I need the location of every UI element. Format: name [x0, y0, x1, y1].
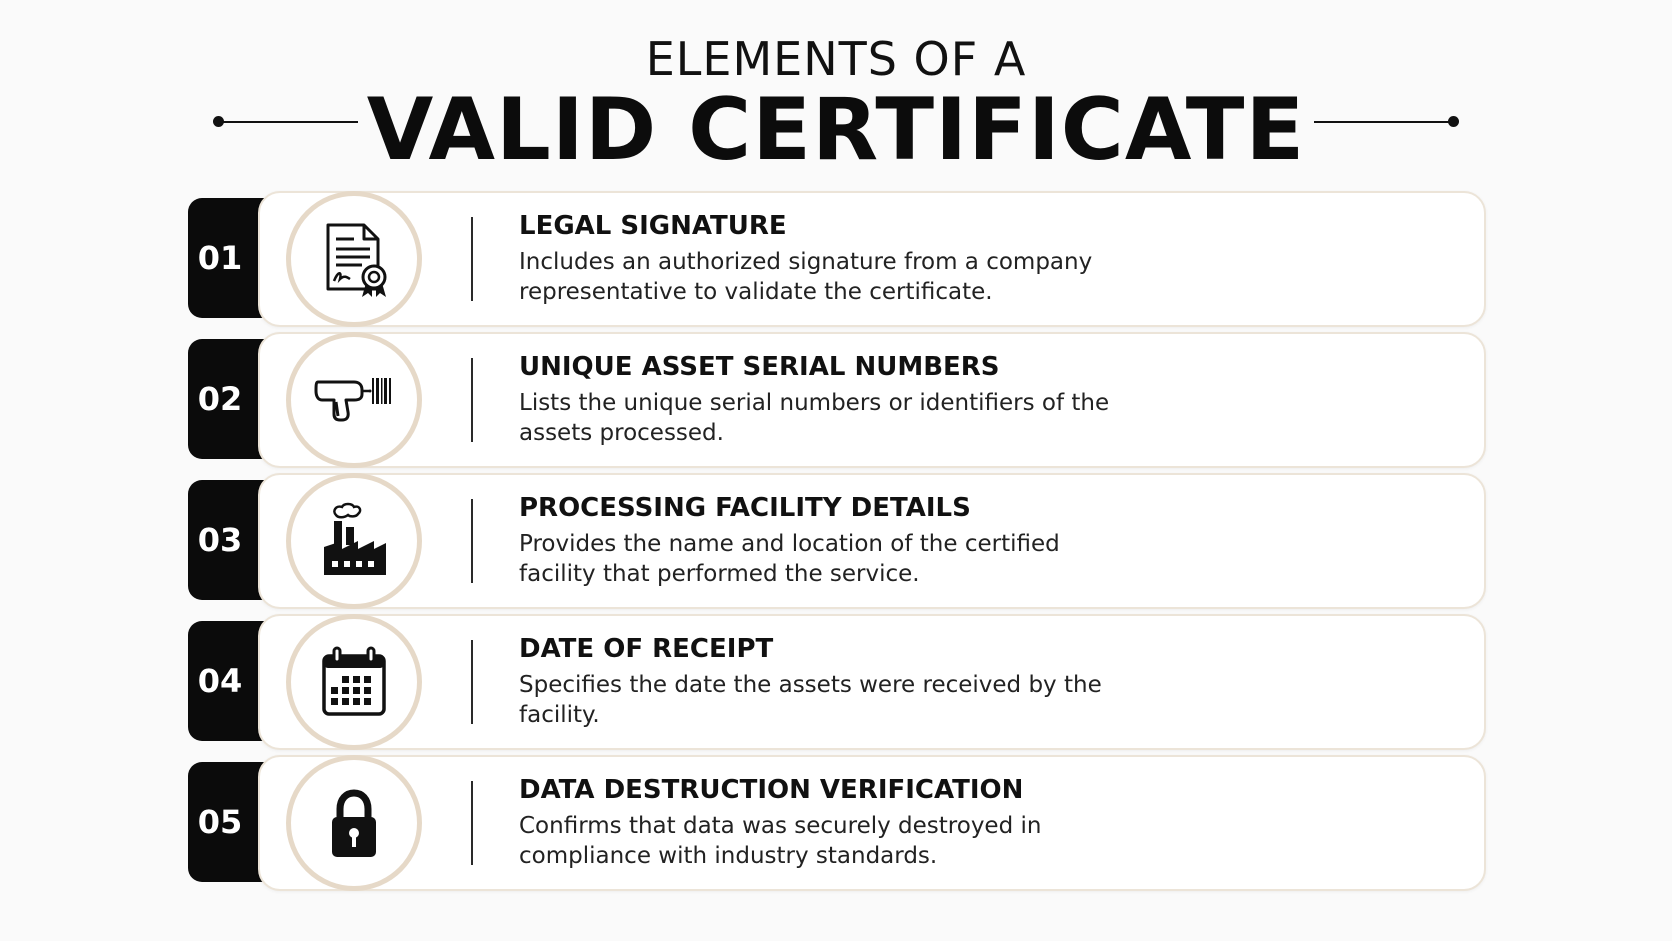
divider [471, 217, 473, 301]
list-item [0, 191, 1672, 325]
decorative-line-right [1314, 121, 1454, 123]
title-top: ELEMENTS OF A [645, 32, 1027, 86]
item-number: 03 [197, 521, 243, 559]
list-item [0, 473, 1672, 607]
item-title: LEGAL SIGNATURE [519, 211, 787, 241]
divider [471, 358, 473, 442]
divider [471, 781, 473, 865]
item-description: Lists the unique serial numbers or identifiers of the assets processed. [519, 390, 1110, 446]
item-description: Confirms that data was securely destroyed in compliance with industry standards. [519, 813, 1042, 869]
calendar-icon [286, 614, 422, 750]
divider [471, 499, 473, 583]
item-title: DATA DESTRUCTION VERIFICATION [519, 775, 1024, 805]
item-description: Specifies the date the assets were received by the facility. [519, 672, 1102, 728]
item-description: Provides the name and location of the certified facility that performed the service. [519, 531, 1060, 587]
barcode-scanner-icon [286, 332, 422, 468]
item-number: 02 [197, 380, 243, 418]
item-title: DATE OF RECEIPT [519, 634, 774, 664]
item-description: Includes an authorized signature from a company representative to validate the certificate. [519, 249, 1093, 305]
certificate-icon [286, 191, 422, 327]
decorative-line-left [218, 121, 358, 123]
divider [471, 640, 473, 724]
list-item [0, 614, 1672, 748]
item-title: UNIQUE ASSET SERIAL NUMBERS [519, 352, 1000, 382]
title-main: VALID CERTIFICATE [366, 80, 1306, 180]
item-number: 01 [197, 239, 243, 277]
item-title: PROCESSING FACILITY DETAILS [519, 493, 971, 523]
decorative-dot-right [1448, 116, 1459, 127]
padlock-icon [286, 755, 422, 891]
factory-icon [286, 473, 422, 609]
item-number: 05 [197, 803, 243, 841]
item-number: 04 [197, 662, 243, 700]
list-item [0, 332, 1672, 466]
list-item [0, 755, 1672, 889]
decorative-dot-left [213, 116, 224, 127]
